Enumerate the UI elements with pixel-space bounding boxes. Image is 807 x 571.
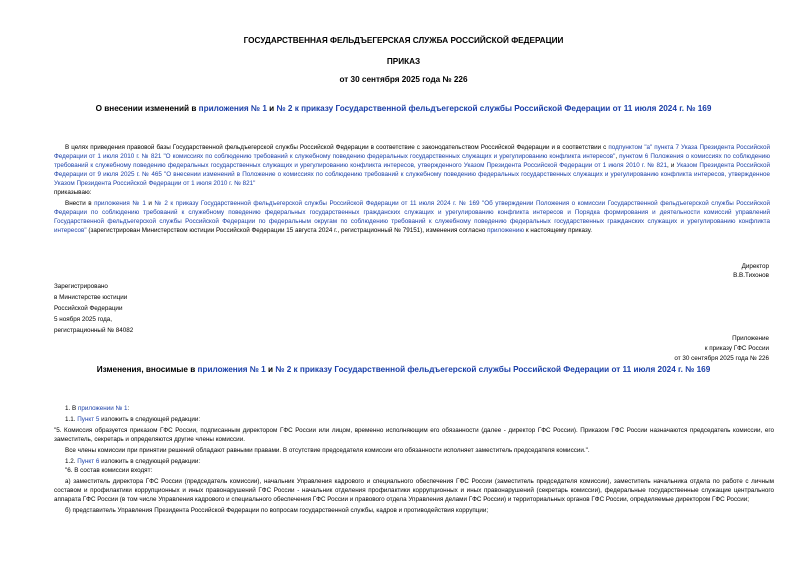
signature-block (733, 262, 769, 280)
registration-line: Зарегистрировано (54, 283, 108, 290)
appendix-line: Приложение (732, 335, 769, 342)
doc-title (0, 104, 807, 113)
appendix-block (674, 334, 769, 363)
quote-point-6a: а) заместитель директора ГФС России (председатель комиссии), начальник Управления кадрового и специального обеспечения ГФС России (заместитель председателя комиссии), заместитель начальника отдела по работе с личным составом и профилактики коррупционных и иных правонарушений ГФС России - начальник отделения профилактики коррупционных и иных правонарушений (секретарь комиссии), федеральные государственные служащие центрального аппарата ГФС России (в том числе Управления кадрового и специального обеспечения ГФС России и правового отдела Управления делами ГФС России) и территориальных органов ГФС России, определяемые директором ГФС России; (54, 478, 774, 503)
doc-date-heading: от 30 сентября 2025 года № 226 (339, 75, 468, 84)
appendix-line: от 30 сентября 2025 года № 226 (674, 355, 769, 362)
item-text: и (145, 200, 155, 207)
preamble-link-decree-821[interactable]: подпунктом "а" пункта 7 Указа Президента Российской Федерации от 1 июля 2010 г. № 821 "О комиссиях по соблюдению требований к служебному поведению федеральных государственных служащих и урегулированию конфликта интересов" (54, 144, 770, 160)
changes-title-text: Изменения, вносимые в (96, 365, 198, 374)
change-text: 1.1. (65, 416, 78, 423)
doc-type-heading: ПРИКАЗ (386, 57, 421, 66)
title-text: О внесении изменений в (95, 104, 199, 113)
preamble-text: , (615, 153, 620, 160)
change-text: изложить в следующей редакции: (99, 458, 201, 465)
change-text: : (127, 405, 130, 412)
signature-name: В.В.Тихонов (733, 272, 769, 279)
changes-title (0, 365, 807, 374)
preamble-link-decree-465[interactable]: Указом Президента Российской Федерации от 9 июля 2025 г. № 465 "О внесении изменений в Положение о комиссиях по соблюдению требований к служебному поведению федеральных государственных служащих и урегулированию конфликта интересов, утвержденное Указом Президента Российской Федерации от 1 июля 2010 г. № 821" (54, 162, 770, 187)
change-item-1 (54, 404, 774, 413)
preamble-link-regulation[interactable]: пунктом 6 Положения о комиссиях по соблюдению требований к служебному поведению федеральных государственных служащих и урегулированию конфликта интересов, утвержденного Указом Президента Российской Федерации от 1 июля 2010 г. № 821 (54, 153, 770, 169)
org-heading: ГОСУДАРСТВЕННАЯ ФЕЛЬДЪЕГЕРСКАЯ СЛУЖБА РОССИЙСКОЙ ФЕДЕРАЦИИ (243, 36, 564, 45)
preamble-paragraph (54, 143, 770, 188)
item-text: (зарегистрирован Министерством юстиции Российской Федерации 15 августа 2024 г., регистрационный № 79151), изменения согласно (86, 227, 488, 234)
title-link-app2[interactable]: № 2 к приказу Государственной фельдъегерской службы Российской Федерации от 11 июля 2024 г. № 169 (276, 104, 712, 113)
change-link-point-5[interactable]: Пункт 5 (77, 416, 100, 423)
item-text: к настоящему приказу. (524, 227, 593, 234)
quote-point-6b: б) представитель Управления Президента Российской Федерации по вопросам государственной службы, кадров и противодействия коррупции; (65, 507, 489, 514)
change-text: 1.2. (65, 458, 78, 465)
signature-position: Директор (741, 263, 769, 270)
registration-line: Российской Федерации (54, 305, 123, 312)
item-link-app1[interactable]: приложения № 1 (94, 200, 146, 207)
changes-title-text-mid: и (265, 365, 276, 374)
quote-point-5-cont: Все члены комиссии при принятии решений обладают равными правами. В отсутствие председателя комиссии его обязанности исполняет заместитель председателя комиссии.". (65, 447, 590, 454)
changes-title-link-app2[interactable]: № 2 к приказу Государственной фельдъегерской службы Российской Федерации от 11 июля 2024 г. № 169 (275, 365, 711, 374)
change-text: 1. В (65, 405, 78, 412)
quote-point-5: "5. Комиссия образуется приказом ГФС России, подписанным директором ГФС России или лицом, временно исполняющим его обязанности (далее - директор ГФС России). Приказом ГФС России назначаются председатель комиссии, его заместитель, секретарь и определяются другие члены комиссии. (54, 427, 774, 443)
order-word: приказываю: (54, 189, 92, 196)
change-item-1-2 (54, 457, 774, 466)
changes-title-link-app1[interactable]: приложения № 1 (197, 365, 266, 374)
change-item-1-1 (54, 415, 774, 424)
change-link-app1[interactable]: приложении № 1 (77, 405, 128, 412)
change-link-point-6[interactable]: Пункт 6 (77, 458, 100, 465)
registration-block (54, 282, 133, 335)
title-text-mid: и (266, 104, 277, 113)
item-link-order-169[interactable]: № 2 к приказу Государственной фельдъегерской службы Российской Федерации от 11 июля 2024 г. № 169 "Об утверждении Положения о комиссии Государственной фельдъегерской службы Российской Федерации по соблюдению требований к служебному поведению федеральных государственных гражданских служащих и урегулированию конфликта интересов и Порядка формирования и деятельности комиссий управлений Государственной фельдъегерской службы Российской Федерации по федеральным округам по соблюдению требований к служебному поведению федеральных государственных гражданских служащих и урегулированию конфликта интересов" (54, 200, 770, 234)
registration-line: 5 ноября 2025 года, (54, 316, 113, 323)
preamble-text: В целях приведения правовой базы Государственной фельдъегерской службы Российской Федерации в соответствие с законодательством Российской Федерации и в соответствии с (65, 144, 609, 151)
registration-line: регистрационный № 84082 (54, 327, 134, 334)
item-text: Внести в (65, 200, 95, 207)
title-link-app1[interactable]: приложения № 1 (198, 104, 267, 113)
quote-point-6: "6. В состав комиссии входят: (65, 467, 153, 474)
changes-body (54, 404, 774, 515)
item-link-appendix[interactable]: приложению (487, 227, 525, 234)
preamble (54, 143, 770, 235)
appendix-line: к приказу ГФС России (704, 345, 769, 352)
registration-line: в Министерстве юстиции (54, 294, 128, 301)
order-item-paragraph (54, 199, 770, 235)
preamble-text: , и (667, 162, 677, 169)
change-text: изложить в следующей редакции: (99, 416, 201, 423)
